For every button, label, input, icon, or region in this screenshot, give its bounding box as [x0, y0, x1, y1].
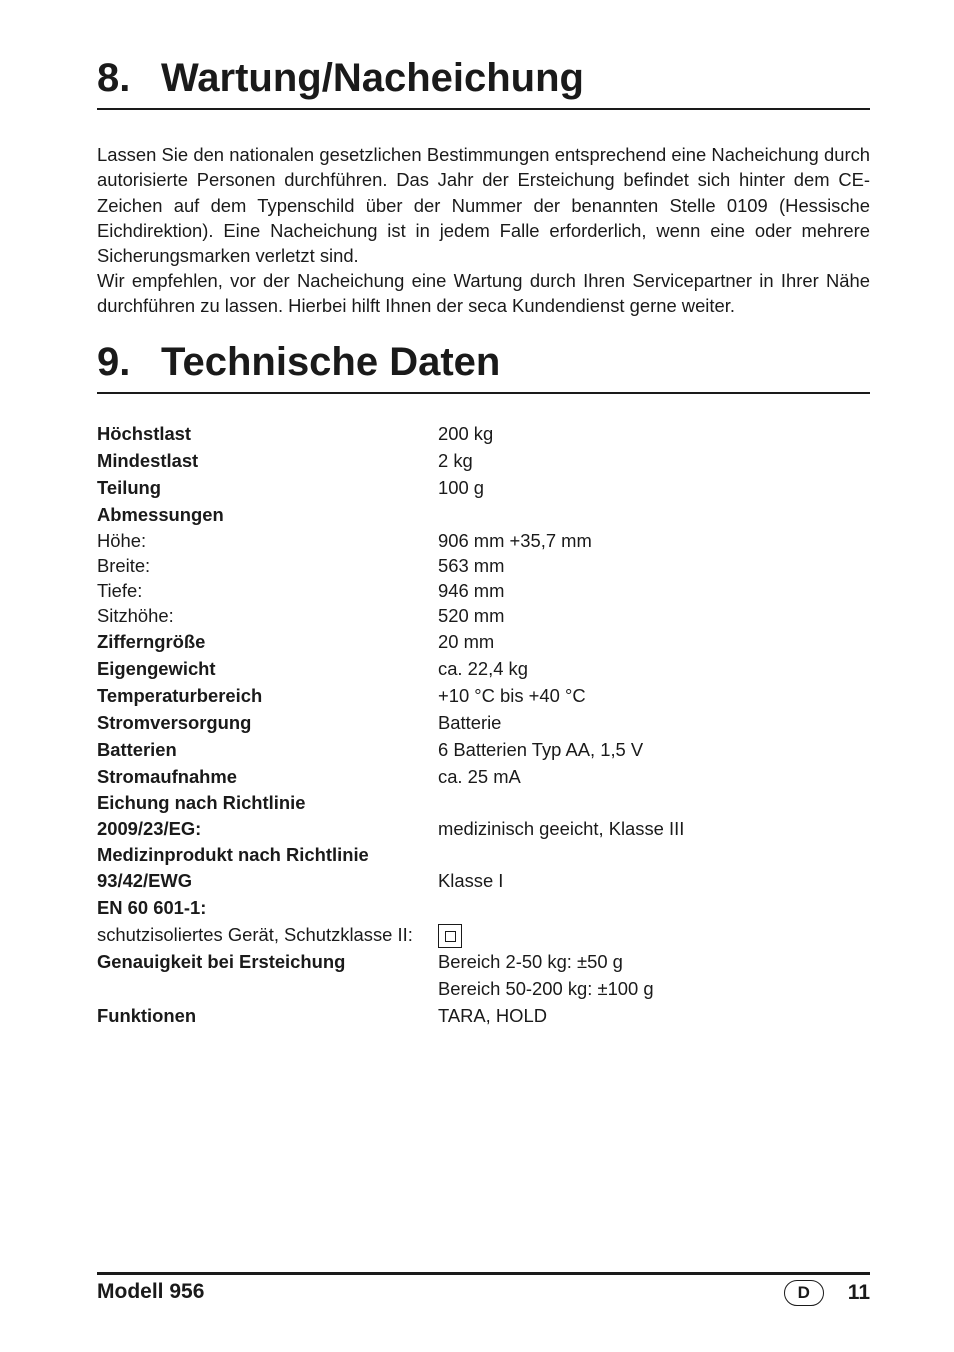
spec-row	[97, 553, 870, 578]
footer-divider	[97, 1272, 870, 1275]
spec-row	[97, 975, 870, 1002]
spec-label-line: 93/42/EWG	[97, 870, 193, 891]
spec-value: Bereich 50-200 kg: ±100 g	[438, 978, 654, 999]
spec-value: 906 mm +35,7 mm	[438, 530, 592, 551]
spec-row	[97, 763, 870, 790]
spec-label-line: Medizinprodukt nach Richtlinie	[97, 844, 369, 865]
spec-label-empty	[97, 975, 438, 1002]
spec-value: 20 mm	[438, 631, 495, 652]
spec-row	[97, 709, 870, 736]
spec-label: EN 60 601-1:	[97, 897, 207, 918]
language-badge: D	[784, 1280, 824, 1306]
spec-label: Abmessungen	[97, 504, 224, 525]
spec-label: Höhe:	[97, 530, 147, 551]
spec-value: 563 mm	[438, 555, 505, 576]
spec-label	[97, 790, 438, 842]
spec-value: Bereich 2-50 kg: ±50 g	[438, 951, 623, 972]
section-number: 9.	[97, 340, 131, 384]
spec-row	[97, 603, 870, 628]
spec-label	[97, 842, 438, 894]
spec-row	[97, 420, 870, 447]
spec-row	[97, 790, 870, 842]
spec-label: Zifferngröße	[97, 631, 206, 652]
spec-label: schutzisoliertes Gerät, Schutzklasse II:	[97, 924, 413, 945]
spec-row	[97, 501, 870, 528]
spec-label: Stromversorgung	[97, 712, 252, 733]
spec-row	[97, 1002, 870, 1029]
spec-row	[97, 736, 870, 763]
spec-label: Höchstlast	[97, 423, 192, 444]
section-8-heading	[97, 58, 870, 110]
specifications-table	[97, 420, 870, 1029]
section-number: 8.	[97, 56, 131, 100]
spec-label: Teilung	[97, 477, 162, 498]
spec-value: Batterie	[438, 712, 502, 733]
spec-value: Klasse I	[438, 870, 504, 891]
spec-row	[97, 474, 870, 501]
spec-value: 200 kg	[438, 423, 494, 444]
section-title: Technische Daten	[161, 340, 501, 384]
double-square-insulation-icon	[438, 924, 462, 948]
spec-row	[97, 682, 870, 709]
spec-value: medizinisch geeicht, Klasse III	[438, 818, 685, 839]
spec-row	[97, 528, 870, 553]
footer-model: Modell 956	[97, 1280, 205, 1303]
spec-value	[438, 921, 462, 948]
spec-label: Batterien	[97, 739, 177, 760]
spec-row	[97, 842, 870, 894]
section-title: Wartung/Nacheichung	[161, 56, 584, 100]
spec-row	[97, 655, 870, 682]
spec-row	[97, 948, 870, 975]
page-number: 11	[847, 1281, 870, 1304]
spec-label: Temperaturbereich	[97, 685, 263, 706]
spec-value: ca. 25 mA	[438, 766, 521, 787]
footer-page-info	[784, 1280, 870, 1306]
spec-value: ca. 22,4 kg	[438, 658, 528, 679]
spec-label: Mindestlast	[97, 450, 199, 471]
spec-label: Sitzhöhe:	[97, 605, 174, 626]
spec-value: 100 g	[438, 477, 485, 498]
spec-label-line: 2009/23/EG:	[97, 818, 202, 839]
spec-label: Funktionen	[97, 1005, 197, 1026]
spec-row	[97, 921, 870, 948]
spec-row	[97, 578, 870, 603]
paragraph: Lassen Sie den nationalen gesetzlichen Bestimmungen entsprechend eine Nacheichung durch autorisierte Personen durchführen. Das Jahr der Ersteichung befindet sich hinter dem CE-Zeichen auf dem Typenschild über der Nummer der benannten Stelle 0109 (Hessische Eichdirektion). Eine Nacheichung ist in jedem Falle erforderlich, wenn eine oder mehrere Sicherungsmarken verletzt sind.	[97, 144, 870, 267]
spec-value: +10 °C bis +40 °C	[438, 685, 586, 706]
spec-value: TARA, HOLD	[438, 1005, 547, 1026]
spec-value: 946 mm	[438, 580, 505, 601]
spec-label: Eigengewicht	[97, 658, 216, 679]
spec-row	[97, 447, 870, 474]
spec-value: 2 kg	[438, 450, 473, 471]
spec-label: Genauigkeit bei Ersteichung	[97, 951, 346, 972]
paragraph: Wir empfehlen, vor der Nacheichung eine Wartung durch Ihren Servicepartner in Ihrer Nähe durchführen zu lassen. Hierbei hilft Ihnen der seca Kundendienst gerne weiter.	[97, 270, 870, 317]
spec-value: 520 mm	[438, 605, 505, 626]
spec-label: Breite:	[97, 555, 151, 576]
spec-row	[97, 894, 870, 921]
spec-label-line: Eichung nach Richtlinie	[97, 792, 306, 813]
spec-label: Stromaufnahme	[97, 766, 237, 787]
section-9-heading	[97, 342, 870, 394]
spec-row	[97, 628, 870, 655]
spec-value: 6 Batterien Typ AA, 1,5 V	[438, 739, 644, 760]
spec-label: Tiefe:	[97, 580, 143, 601]
